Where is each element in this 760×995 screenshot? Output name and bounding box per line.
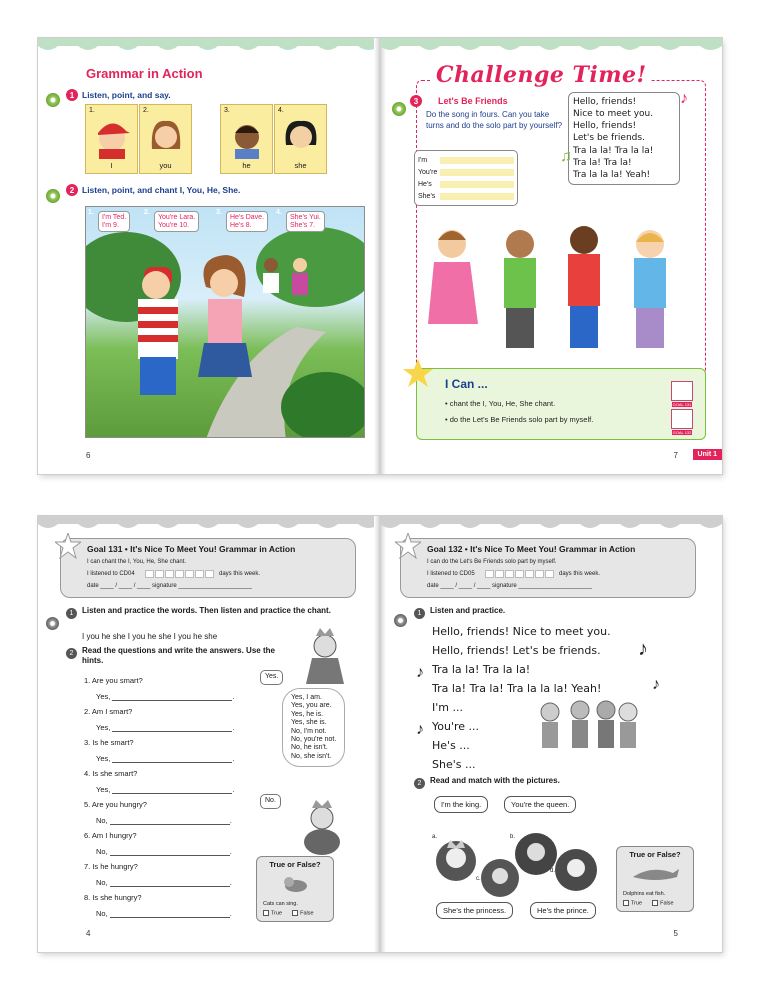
fill-label: I'm — [418, 156, 428, 164]
answer-line[interactable]: No, . — [96, 847, 232, 856]
song-line: Hello, friends! Let's be friends. — [432, 644, 601, 657]
bubble-number: 1. — [88, 209, 94, 216]
wave-border — [380, 38, 722, 56]
word-cell — [139, 104, 192, 174]
tof-true-option[interactable] — [263, 910, 282, 916]
cell-word: she — [294, 161, 307, 170]
bubble-line: She's Yui. — [290, 214, 321, 221]
goal-signature[interactable]: date ____ / ____ / ____ signature ______________________ — [87, 583, 252, 589]
question: 3. Is he smart? — [84, 738, 134, 747]
step-text: Listen, point, and chant I, You, He, She. — [82, 185, 241, 195]
answer-prefix: Yes, — [96, 754, 111, 763]
tof-true-label: True — [271, 910, 283, 917]
fill-label: He's — [418, 180, 432, 188]
answer-prefix: Yes, — [96, 785, 111, 794]
step-text: Listen, point, and say. — [82, 90, 171, 100]
four-friends-illustration — [424, 214, 694, 364]
goal-title: Goal 131 • It's Nice To Meet You! Grammar in Action — [87, 544, 296, 554]
challenge-banner: Challenge Time! — [432, 62, 651, 88]
question: 4. Is she smart? — [84, 769, 138, 778]
workbook-spread — [38, 516, 722, 952]
song-line: Hello, friends! Nice to meet you. — [432, 625, 611, 638]
page-7 — [380, 38, 722, 474]
tof-false-label: False — [300, 910, 314, 917]
cell-number: 1. — [89, 107, 95, 114]
step-2 — [66, 184, 240, 196]
bubble-line: She's 7. — [290, 221, 316, 229]
goal-title: Goal 132 • It's Nice To Meet You! Grammar in Action — [427, 544, 636, 554]
step-1 — [66, 89, 171, 101]
question: 5. Are you hungry? — [84, 800, 147, 809]
music-note-icon: ♪ — [680, 90, 688, 107]
fill-label: She's — [418, 192, 436, 200]
prince-picture[interactable] — [480, 858, 520, 898]
answer-prefix: No, — [96, 909, 108, 918]
cell-word: he — [242, 161, 251, 170]
question: 6. Am I hungry? — [84, 831, 137, 840]
step-text: Do the song in fours. Can you take turns and do the solo part by yourself? — [426, 110, 563, 130]
hint-line: No, she isn't. — [291, 752, 332, 760]
cell-word: you — [159, 161, 172, 170]
tof-true-label: True — [631, 900, 643, 907]
exercise-number: 2 — [414, 778, 425, 789]
lyric-line: Tra la la! Tra la la! — [573, 145, 654, 156]
goal-cd: I listened to CD05 — [427, 571, 475, 577]
cd-icon — [392, 102, 406, 116]
hint-line: No, he isn't. — [291, 744, 328, 752]
bubble-number: 3. — [216, 209, 222, 216]
picture-letter: b. — [510, 834, 516, 840]
hint-bubble: No. — [260, 794, 281, 809]
i-can-item: • chant the I, You, He, She chant. — [445, 399, 556, 408]
music-note-icon: ♪ — [416, 664, 424, 681]
page-number: 4 — [86, 929, 91, 938]
lyric-line: Nice to meet you. — [573, 109, 654, 120]
page-5 — [380, 516, 722, 952]
i-can-item: • do the Let's Be Friends solo part by myself. — [445, 415, 594, 424]
music-note-icon: ♪ — [638, 638, 648, 660]
lyric-line: Let's be friends. — [573, 133, 645, 144]
goal-days: days this week. — [219, 571, 261, 577]
picture-letter: d. — [550, 868, 556, 874]
dolphin-image — [631, 865, 681, 883]
day-checkboxes[interactable] — [145, 570, 214, 578]
true-false-box — [616, 846, 694, 912]
question: 8. Is she hungry? — [84, 893, 142, 902]
star-burst-icon — [403, 359, 433, 389]
day-checkboxes[interactable] — [485, 570, 554, 578]
bubble-line: I'm Ted. — [102, 214, 127, 221]
song-line: I'm ... — [432, 701, 463, 714]
music-note-icon: ♪ — [416, 721, 424, 738]
star-burst-icon — [55, 533, 81, 559]
answer-line[interactable]: Yes, . — [96, 754, 235, 763]
wave-border — [38, 516, 380, 534]
page-number: 6 — [86, 451, 91, 460]
cd-icon — [46, 189, 60, 203]
king-picture[interactable] — [436, 836, 476, 886]
bubble-line: You're 10. — [158, 221, 190, 229]
page-number: 7 — [673, 451, 678, 460]
fill-blank[interactable] — [440, 157, 514, 164]
goal-checkbox[interactable] — [671, 381, 693, 407]
bubble-line: He's Dave. — [230, 214, 265, 221]
fill-row — [418, 166, 514, 178]
speech-bubble — [226, 211, 268, 232]
goal-box — [400, 538, 696, 598]
answer-line[interactable]: Yes, . — [96, 692, 235, 701]
song-line: She's ... — [432, 758, 476, 771]
exercise-text: Read and match with the pictures. — [430, 776, 560, 785]
cd-icon — [46, 93, 60, 107]
hint-line: No, I'm not. — [291, 727, 327, 735]
answer-prefix: No, — [96, 847, 108, 856]
step-number: 2 — [66, 184, 78, 196]
wave-border — [38, 38, 380, 56]
cd-icon — [394, 614, 407, 627]
step-3 — [410, 95, 422, 107]
exercise-text: Listen and practice. — [430, 606, 506, 615]
cell-number: 3. — [224, 107, 230, 114]
answer-prefix: Yes, — [96, 723, 111, 732]
fill-blank[interactable] — [440, 193, 514, 200]
match-caption[interactable]: She's the princess. — [436, 902, 513, 919]
song-line: Tra la! Tra la! Tra la la la! Yeah! — [432, 682, 602, 695]
tof-false-option[interactable] — [292, 910, 313, 916]
speech-bubble — [154, 211, 199, 232]
lyric-line: Hello, friends! — [573, 97, 637, 107]
page-6 — [38, 38, 380, 474]
bubble-line: He's 8. — [230, 221, 252, 229]
student-book-spread — [38, 38, 722, 474]
fill-blank[interactable] — [440, 169, 514, 176]
true-false-box — [256, 856, 334, 922]
song-lyrics-box — [568, 92, 680, 185]
goal-statement: I can do the Let's Be Friends solo part by myself. — [427, 559, 557, 565]
page-4 — [38, 516, 380, 952]
cd-icon — [46, 617, 59, 630]
question: 7. Is he hungry? — [84, 862, 138, 871]
fill-row — [418, 178, 514, 190]
answer-line[interactable]: No, . — [96, 909, 232, 918]
goal-box — [60, 538, 356, 598]
word-cell — [274, 104, 327, 174]
match-caption[interactable]: I'm the king. — [434, 796, 488, 813]
star-burst-icon — [395, 533, 421, 559]
goal-checkbox[interactable] — [671, 409, 693, 435]
tof-true-option[interactable] — [623, 900, 642, 906]
bubble-number: 2. — [144, 209, 150, 216]
cat-singing-image — [281, 875, 311, 893]
goal-tag: GOAL 131 — [672, 402, 692, 407]
music-note-icon: ♪ — [652, 676, 660, 693]
hint-line: No, you're not. — [291, 735, 337, 743]
queen-cartoon-image — [304, 626, 346, 686]
bubble-number: 4. — [276, 209, 282, 216]
picture-letter: c. — [476, 876, 481, 882]
fill-label: You're — [418, 168, 438, 176]
friends-singing-image — [530, 698, 640, 754]
answer-line[interactable]: Yes, . — [96, 785, 235, 794]
cell-number: 2. — [143, 107, 149, 114]
song-line: Tra la la! Tra la la! — [432, 663, 531, 676]
exercise-text: Read the questions and write the answers. Use the hints. — [82, 646, 275, 666]
answer-line[interactable]: No, . — [96, 816, 232, 825]
fill-row — [418, 154, 514, 166]
hint-line: Yes, she is. — [291, 719, 327, 727]
music-note-icon: ♫ — [560, 148, 572, 165]
match-caption[interactable]: You're the queen. — [504, 796, 576, 813]
goal-cd: I listened to CD04 — [87, 571, 135, 577]
tof-statement: Dolphins eat fish. — [623, 891, 666, 897]
goal-days: days this week. — [559, 571, 601, 577]
question: 1. Are you smart? — [84, 676, 143, 685]
tof-title: True or False? — [269, 860, 321, 869]
goal-tag: GOAL 132 — [672, 430, 692, 435]
answer-prefix: No, — [96, 878, 108, 887]
song-line: He's ... — [432, 739, 470, 752]
hint-line: Yes, you are. — [291, 702, 332, 710]
solo-fill-box — [414, 150, 518, 206]
page-title: Grammar in Action — [86, 66, 203, 81]
park-illustration — [86, 207, 365, 438]
tof-false-label: False — [660, 900, 674, 907]
i-can-box — [416, 368, 706, 440]
match-caption[interactable]: He's the prince. — [530, 902, 596, 919]
speech-bubble — [286, 211, 325, 232]
lyric-line: Tra la! Tra la! — [573, 157, 632, 168]
question: 2. Am I smart? — [84, 707, 133, 716]
goal-signature[interactable]: date ____ / ____ / ____ signature ______________________ — [427, 583, 592, 589]
song-title: Let's Be Friends — [438, 96, 508, 106]
song-line: You're ... — [432, 720, 480, 733]
exercise-number: 1 — [414, 608, 425, 619]
hint-line: Yes, I am. — [291, 694, 322, 701]
answer-prefix: No, — [96, 816, 108, 825]
hint-bubble: Yes. — [260, 670, 283, 685]
chant-words: I you he she I you he she I you he she — [82, 632, 218, 641]
tof-title: True or False? — [629, 850, 681, 859]
unit-tab: Unit 1 — [693, 449, 722, 460]
exercise-number: 1 — [66, 608, 77, 619]
step-number: 1 — [66, 89, 78, 101]
bubble-line: I'm 9. — [102, 221, 119, 229]
wave-border — [380, 516, 722, 534]
lyric-line: Hello, friends! — [573, 121, 637, 132]
fill-row — [418, 190, 514, 202]
lyric-line: Tra la la la! Yeah! — [573, 169, 651, 180]
i-can-title: I Can ... — [445, 377, 488, 391]
chant-scene-image — [85, 206, 365, 438]
cell-word: I — [110, 161, 113, 170]
tof-statement: Cats can sing. — [263, 901, 298, 907]
hint-line: Yes, he is. — [291, 710, 324, 718]
exercise-text: Listen and practice the words. Then listen and practice the chant. — [82, 606, 331, 615]
answer-prefix: Yes, — [96, 692, 111, 701]
tof-false-option[interactable] — [652, 900, 673, 906]
word-cell — [220, 104, 273, 174]
bubble-line: You're Lara. — [158, 214, 196, 221]
word-cell — [85, 104, 138, 174]
exercise-number: 2 — [66, 648, 77, 659]
answer-line[interactable]: No, . — [96, 878, 232, 887]
step-number: 3 — [410, 95, 422, 107]
page-number: 5 — [673, 929, 678, 938]
goal-statement: I can chant the I, You, He, She chant. — [87, 559, 187, 565]
picture-letter: a. — [432, 834, 438, 840]
speech-bubble — [98, 211, 130, 232]
fill-blank[interactable] — [440, 181, 514, 188]
princess-picture[interactable] — [554, 848, 598, 892]
cell-number: 4. — [278, 107, 284, 114]
king-cartoon-image — [300, 800, 344, 856]
answer-line[interactable]: Yes, . — [96, 723, 235, 732]
hint-cloud — [282, 688, 345, 767]
